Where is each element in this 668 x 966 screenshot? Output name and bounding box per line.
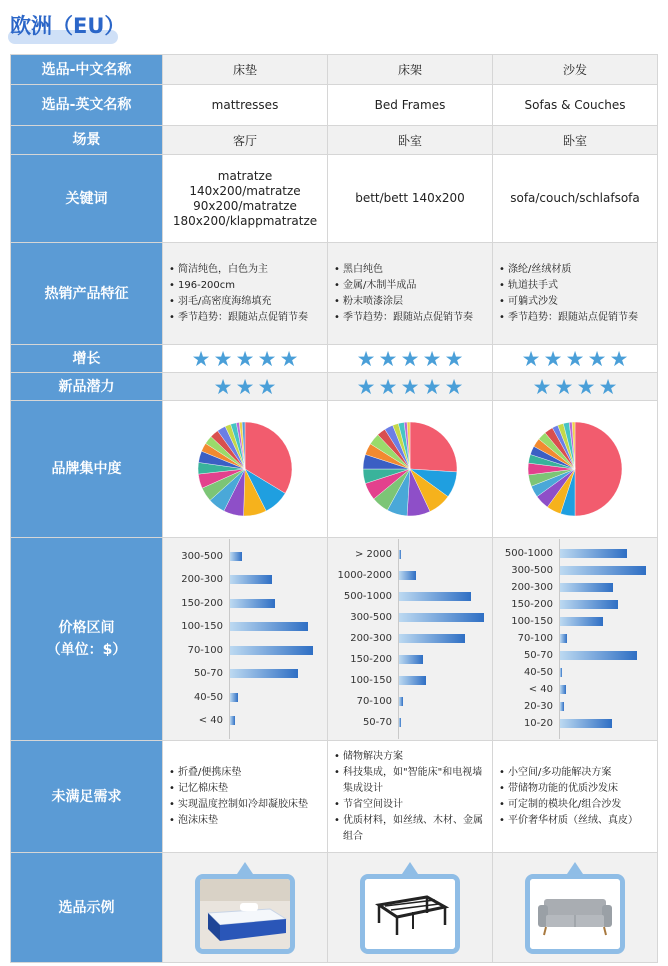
keyword-line: matratze bbox=[217, 168, 273, 183]
star-rating bbox=[163, 347, 327, 371]
price-bar-row bbox=[328, 591, 492, 603]
unmet-item: • 可定制的模块化/组合沙发 bbox=[499, 797, 651, 813]
star-icon: ★ bbox=[356, 346, 376, 371]
keywords-bedframe bbox=[328, 155, 493, 243]
cn-name-mattress: 床垫 bbox=[163, 55, 328, 85]
en-name-bedframe: Bed Frames bbox=[328, 85, 493, 126]
star-icon: ★ bbox=[576, 374, 596, 399]
price-bar bbox=[560, 566, 646, 575]
price-range-label: < 40 bbox=[198, 715, 223, 727]
price-bar-row bbox=[493, 582, 657, 594]
price-bar-row bbox=[163, 574, 327, 586]
price-bar-row bbox=[163, 598, 327, 610]
price-range-label: 70-100 bbox=[356, 695, 392, 707]
price-range-label: 70-100 bbox=[187, 644, 223, 656]
price-bar-row bbox=[493, 616, 657, 628]
features-mattress bbox=[163, 243, 328, 345]
price-range-label: 100-150 bbox=[511, 615, 553, 627]
price-range-label: > 2000 bbox=[354, 549, 392, 561]
price-range-label: 200-300 bbox=[350, 633, 392, 644]
brand-bedframe bbox=[328, 401, 493, 538]
mattress-image bbox=[200, 879, 290, 949]
price-bar-row bbox=[163, 668, 327, 680]
price-bar bbox=[399, 634, 465, 643]
price-bar-row bbox=[163, 621, 327, 633]
pointer-triangle bbox=[237, 862, 253, 874]
price-range-label: 50-70 bbox=[193, 668, 223, 680]
price-bar bbox=[399, 697, 403, 706]
price-range-label: 1000-2000 bbox=[337, 570, 392, 582]
unmet-item: • 优质材料，如丝绒、木材、金属组合 bbox=[334, 813, 486, 845]
price-bar bbox=[560, 583, 613, 592]
price-bar-row bbox=[163, 551, 327, 563]
feature-item: • 季节趋势：跟随站点促销节奏 bbox=[499, 310, 651, 326]
pie-slice bbox=[575, 422, 622, 516]
star-icon: ★ bbox=[422, 346, 442, 371]
keyword-line: 140x200/matratze bbox=[189, 183, 301, 198]
price-bar-row bbox=[328, 675, 492, 687]
price-bar bbox=[399, 676, 426, 685]
unmet-item: • 节省空间设计 bbox=[334, 797, 486, 813]
row-keywords bbox=[11, 155, 658, 243]
star-icon: ★ bbox=[279, 346, 299, 371]
features-bedframe bbox=[328, 243, 493, 345]
example-sofa bbox=[493, 853, 658, 963]
star-icon: ★ bbox=[235, 374, 255, 399]
price-bar-row bbox=[493, 565, 657, 577]
price-bar bbox=[399, 718, 401, 727]
star-icon: ★ bbox=[565, 346, 585, 371]
feature-item: • 可躺式沙发 bbox=[499, 294, 651, 310]
keyword-line: sofa/couch/schlafsofa bbox=[510, 191, 640, 205]
price-bar bbox=[230, 716, 235, 725]
price-bar bbox=[399, 550, 401, 559]
star-icon: ★ bbox=[587, 346, 607, 371]
price-range-label: 150-200 bbox=[350, 653, 392, 665]
unmet-mattress bbox=[163, 741, 328, 853]
star-icon: ★ bbox=[609, 346, 629, 371]
unmet-item: • 带储物功能的优质沙发床 bbox=[499, 781, 651, 797]
label-potential: 新品潜力 bbox=[11, 373, 163, 401]
unmet-item: • 平价奢华材质（丝绒、真皮） bbox=[499, 813, 651, 829]
row-unmet bbox=[11, 741, 658, 853]
example-card bbox=[525, 862, 625, 954]
label-keywords: 关键词 bbox=[11, 155, 163, 243]
example-bedframe bbox=[328, 853, 493, 963]
price-bar bbox=[560, 685, 566, 694]
price-bar-row bbox=[493, 599, 657, 611]
star-icon: ★ bbox=[532, 374, 552, 399]
star-icon: ★ bbox=[257, 346, 277, 371]
unmet-item: • 储物解决方案 bbox=[334, 749, 486, 765]
price-range-label: 300-500 bbox=[511, 564, 553, 576]
keywords-mattress bbox=[163, 155, 328, 243]
product-selection-table bbox=[10, 54, 658, 963]
price-bar bbox=[399, 613, 484, 622]
star-icon: ★ bbox=[554, 374, 574, 399]
star-icon: ★ bbox=[213, 346, 233, 371]
row-price bbox=[11, 538, 658, 741]
potential-bedframe bbox=[328, 373, 493, 401]
price-range-label: 70-100 bbox=[517, 633, 553, 644]
price-bar bbox=[560, 549, 627, 558]
unmet-item: • 折叠/便携床垫 bbox=[169, 765, 321, 781]
feature-item: • 简洁纯色，白色为主 bbox=[169, 262, 321, 278]
price-bar bbox=[399, 592, 471, 601]
price-bar-row bbox=[493, 701, 657, 713]
price-range-label: 150-200 bbox=[511, 598, 553, 610]
price-unit-label: （单位：$） bbox=[46, 642, 127, 658]
price-bar bbox=[230, 693, 238, 702]
star-icon: ★ bbox=[521, 346, 541, 371]
price-bar-row bbox=[493, 667, 657, 679]
price-bar bbox=[399, 571, 416, 580]
label-cn-name: 选品-中文名称 bbox=[11, 55, 163, 85]
price-bar-chart bbox=[328, 539, 492, 739]
label-brand: 品牌集中度 bbox=[11, 401, 163, 538]
en-name-mattress: mattresses bbox=[163, 85, 328, 126]
star-icon: ★ bbox=[378, 374, 398, 399]
price-bar-row bbox=[163, 715, 327, 727]
row-features bbox=[11, 243, 658, 345]
price-bar bbox=[560, 702, 564, 711]
star-rating bbox=[493, 347, 657, 371]
price-bar bbox=[230, 622, 308, 631]
star-icon: ★ bbox=[257, 374, 277, 399]
price-range-label: 40-50 bbox=[193, 691, 223, 703]
pie-chart bbox=[525, 419, 625, 519]
star-icon: ★ bbox=[191, 346, 211, 371]
sofa-image bbox=[530, 879, 620, 949]
pie-chart bbox=[195, 419, 295, 519]
pie-slice bbox=[410, 422, 457, 472]
feature-item: • 涤纶/丝绒材质 bbox=[499, 262, 651, 278]
row-cn-name bbox=[11, 55, 658, 85]
pointer-triangle bbox=[567, 862, 583, 874]
price-sofa bbox=[493, 538, 658, 741]
page-title: 欧洲（EU） bbox=[10, 14, 126, 38]
price-range-label: < 40 bbox=[528, 684, 553, 696]
price-bar bbox=[230, 646, 313, 655]
price-range-label: 40-50 bbox=[523, 667, 553, 679]
feature-item: • 粉末喷漆涂层 bbox=[334, 294, 486, 310]
feature-item: • 黑白纯色 bbox=[334, 262, 486, 278]
scene-mattress: 客厅 bbox=[163, 126, 328, 155]
star-icon: ★ bbox=[400, 374, 420, 399]
star-icon: ★ bbox=[598, 374, 618, 399]
example-frame bbox=[195, 874, 295, 954]
label-unmet: 未满足需求 bbox=[11, 741, 163, 853]
row-scene bbox=[11, 126, 658, 155]
star-icon: ★ bbox=[543, 346, 563, 371]
price-range-label: 50-70 bbox=[523, 650, 553, 662]
star-rating bbox=[328, 347, 492, 371]
feature-item: • 196-200cm bbox=[169, 278, 321, 294]
cn-name-bedframe: 床架 bbox=[328, 55, 493, 85]
row-en-name bbox=[11, 85, 658, 126]
brand-mattress bbox=[163, 401, 328, 538]
price-axis bbox=[229, 539, 230, 739]
star-icon: ★ bbox=[378, 346, 398, 371]
unmet-item: • 记忆棉床垫 bbox=[169, 781, 321, 797]
star-rating bbox=[493, 375, 657, 399]
price-range-label: 300-500 bbox=[181, 550, 223, 562]
feature-item: • 羽毛/高密度海绵填充 bbox=[169, 294, 321, 310]
en-name-sofa: Sofas & Couches bbox=[493, 85, 658, 126]
price-bar-row bbox=[328, 654, 492, 666]
price-bar bbox=[230, 669, 298, 678]
keywords-sofa bbox=[493, 155, 658, 243]
keyword-line: bett/bett 140x200 bbox=[355, 191, 465, 205]
label-scene: 场景 bbox=[11, 126, 163, 155]
price-bar-row bbox=[163, 645, 327, 657]
price-bar bbox=[230, 599, 275, 608]
price-range-label: 100-150 bbox=[181, 621, 223, 633]
label-en-name: 选品-英文名称 bbox=[11, 85, 163, 126]
star-icon: ★ bbox=[356, 374, 376, 399]
growth-mattress bbox=[163, 345, 328, 373]
features-sofa bbox=[493, 243, 658, 345]
star-icon: ★ bbox=[235, 346, 255, 371]
row-brand bbox=[11, 401, 658, 538]
unmet-sofa bbox=[493, 741, 658, 853]
price-range-label: 150-200 bbox=[181, 597, 223, 609]
growth-sofa bbox=[493, 345, 658, 373]
price-label: 价格区间 bbox=[58, 620, 115, 636]
label-growth: 增长 bbox=[11, 345, 163, 373]
star-icon: ★ bbox=[444, 374, 464, 399]
unmet-item: • 泡沫床垫 bbox=[169, 813, 321, 829]
growth-bedframe bbox=[328, 345, 493, 373]
price-range-label: 200-300 bbox=[181, 574, 223, 586]
price-bar-row bbox=[493, 718, 657, 730]
price-bar-chart bbox=[163, 539, 327, 739]
price-bar-row bbox=[328, 717, 492, 729]
price-bar bbox=[560, 668, 562, 677]
potential-sofa bbox=[493, 373, 658, 401]
row-potential bbox=[11, 373, 658, 401]
star-icon: ★ bbox=[422, 374, 442, 399]
feature-item: • 金属/木制半成品 bbox=[334, 278, 486, 294]
row-growth bbox=[11, 345, 658, 373]
price-range-label: 50-70 bbox=[362, 716, 392, 728]
star-rating bbox=[163, 375, 327, 399]
price-range-label: 300-500 bbox=[350, 612, 392, 624]
star-icon: ★ bbox=[400, 346, 420, 371]
feature-item: • 轨道扶手式 bbox=[499, 278, 651, 294]
price-bar bbox=[230, 575, 272, 584]
price-range-label: 100-150 bbox=[350, 674, 392, 686]
brand-sofa bbox=[493, 401, 658, 538]
feature-item: • 季节趋势：跟随站点促销节奏 bbox=[334, 310, 486, 326]
price-bar-row bbox=[328, 633, 492, 645]
row-example bbox=[11, 853, 658, 963]
price-range-label: 10-20 bbox=[523, 718, 553, 730]
price-range-label: 20-30 bbox=[523, 701, 553, 713]
price-bedframe bbox=[328, 538, 493, 741]
example-card bbox=[360, 862, 460, 954]
keyword-line: 90x200/matratze bbox=[193, 198, 297, 213]
feature-item: • 季节趋势：跟随站点促销节奏 bbox=[169, 310, 321, 326]
price-bar bbox=[560, 651, 637, 660]
bed-frame-image bbox=[365, 879, 455, 949]
price-bar-row bbox=[328, 696, 492, 708]
price-bar bbox=[399, 655, 423, 664]
unmet-item: • 科技集成，如"智能床"和电视墙集成设计 bbox=[334, 765, 486, 797]
price-bar-row bbox=[493, 633, 657, 645]
price-bar-row bbox=[493, 684, 657, 696]
label-price bbox=[11, 538, 163, 741]
star-icon: ★ bbox=[444, 346, 464, 371]
pie-chart bbox=[360, 419, 460, 519]
price-range-label: 500-1000 bbox=[504, 547, 553, 559]
price-bar bbox=[560, 719, 612, 728]
unmet-bedframe bbox=[328, 741, 493, 853]
price-bar-row bbox=[493, 650, 657, 662]
cn-name-sofa: 沙发 bbox=[493, 55, 658, 85]
price-bar-row bbox=[163, 692, 327, 704]
price-bar-chart bbox=[493, 539, 657, 739]
example-mattress bbox=[163, 853, 328, 963]
price-mattress bbox=[163, 538, 328, 741]
example-frame bbox=[360, 874, 460, 954]
potential-mattress bbox=[163, 373, 328, 401]
price-bar bbox=[230, 552, 242, 561]
example-card bbox=[195, 862, 295, 954]
price-bar bbox=[560, 617, 603, 626]
price-bar bbox=[560, 634, 567, 643]
star-rating bbox=[328, 375, 492, 399]
unmet-item: • 实现温度控制如冷却凝胶床垫 bbox=[169, 797, 321, 813]
price-range-label: 500-1000 bbox=[343, 591, 392, 603]
price-bar-row bbox=[328, 612, 492, 624]
price-bar-row bbox=[328, 570, 492, 582]
label-features: 热销产品特征 bbox=[11, 243, 163, 345]
keyword-line: 180x200/klappmatratze bbox=[172, 213, 318, 228]
unmet-item: • 小空间/多功能解决方案 bbox=[499, 765, 651, 781]
price-bar-row bbox=[493, 548, 657, 560]
price-bar bbox=[560, 600, 618, 609]
scene-bedframe: 卧室 bbox=[328, 126, 493, 155]
label-example: 选品示例 bbox=[11, 853, 163, 963]
price-range-label: 200-300 bbox=[511, 581, 553, 593]
scene-sofa: 卧室 bbox=[493, 126, 658, 155]
example-frame bbox=[525, 874, 625, 954]
star-icon: ★ bbox=[213, 374, 233, 399]
price-bar-row bbox=[328, 549, 492, 561]
pointer-triangle bbox=[402, 862, 418, 874]
